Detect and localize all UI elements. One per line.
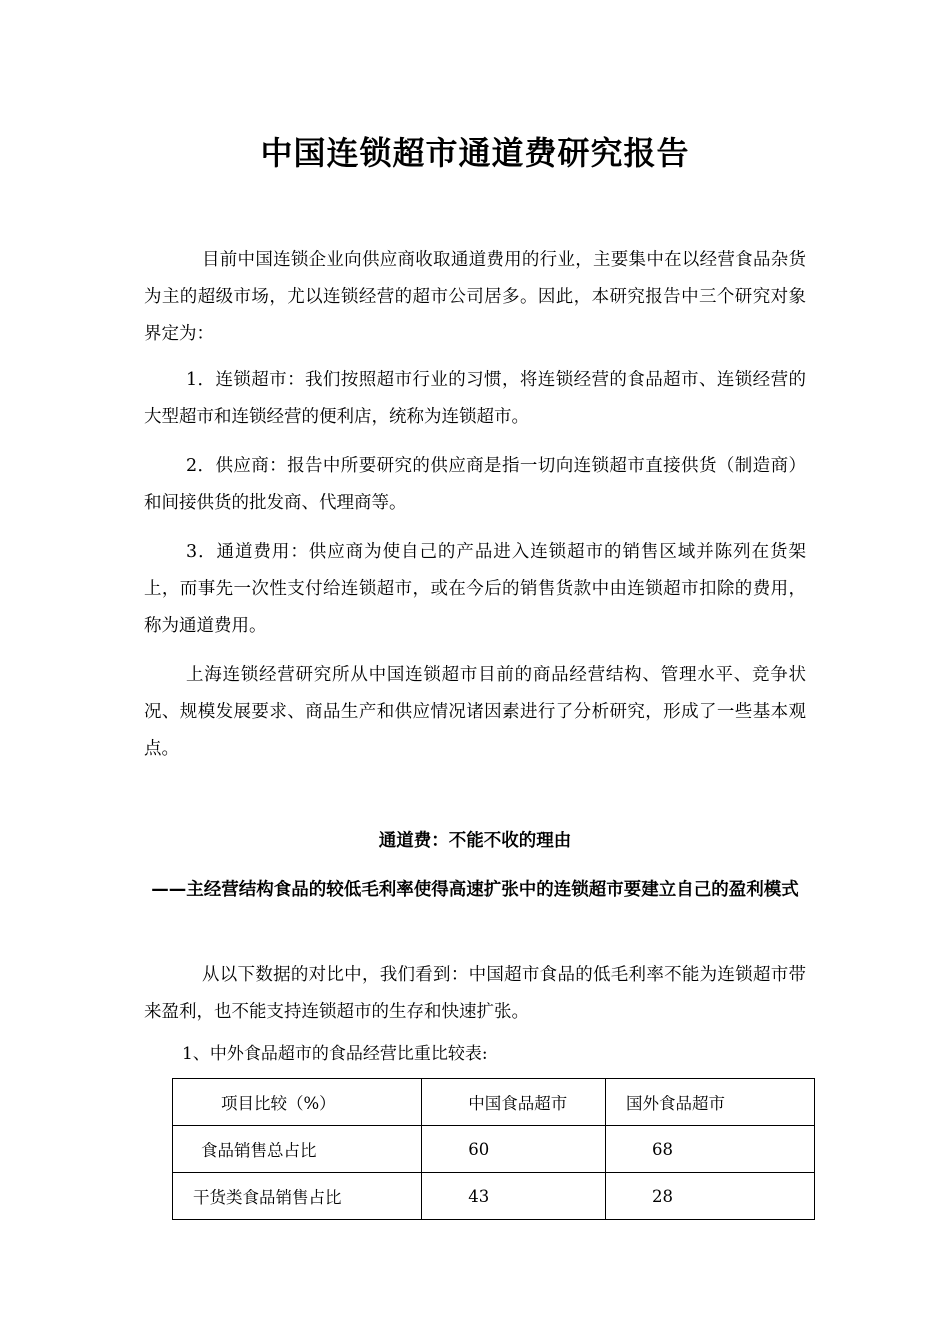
definition-chain-supermarket: 1．连锁超市：我们按照超市行业的习惯，将连锁经营的食品超市、连锁经营的大型超市和连锁经营的便利店，统称为连锁超市。 — [144, 370, 806, 427]
table-caption: 1、中外食品超市的食品经营比重比较表: — [182, 1044, 488, 1064]
table-cell: 43 — [422, 1173, 606, 1220]
document-title: 中国连锁超市通道费研究报告 — [260, 134, 690, 172]
table-row — [173, 1126, 815, 1173]
table-header-cell: 国外食品超市 — [606, 1079, 815, 1126]
definition-supplier: 2．供应商：报告中所要研究的供应商是指一切向连锁超市直接供货（制造商）和间接供货的批发商、代理商等。 — [144, 456, 806, 513]
table-cell: 干货类食品销售占比 — [173, 1173, 422, 1220]
table-cell: 28 — [606, 1173, 815, 1220]
table-header-cell: 中国食品超市 — [422, 1079, 606, 1126]
section-heading: 通道费：不能不收的理由 — [378, 831, 572, 851]
table-header-row — [173, 1079, 815, 1126]
table-header-cell: 项目比较（%） — [173, 1079, 422, 1126]
table-cell: 60 — [422, 1126, 606, 1173]
table-cell: 食品销售总占比 — [173, 1126, 422, 1173]
definition-channel-fee: 3．通道费用：供应商为使自己的产品进入连锁超市的销售区域并陈列在货架上，而事先一次性支付给连锁超市，或在今后的销售货款中由连锁超市扣除的费用，称为通道费用。 — [144, 542, 806, 636]
intro-paragraph: 目前中国连锁企业向供应商收取通道费用的行业，主要集中在以经营食品杂货为主的超级市场，尤以连锁经营的超市公司居多。因此，本研究报告中三个研究对象界定为： — [144, 250, 806, 344]
comparison-table — [172, 1078, 815, 1220]
table-cell: 68 — [606, 1126, 815, 1173]
table-row — [173, 1173, 815, 1220]
section-subheading: ——主经营结构食品的较低毛利率使得高速扩张中的连锁超市要建立自己的盈利模式 — [151, 880, 799, 900]
section-body: 从以下数据的对比中，我们看到：中国超市食品的低毛利率不能为连锁超市带来盈利，也不能支持连锁超市的生存和快速扩张。 — [144, 965, 806, 1022]
research-paragraph: 上海连锁经营研究所从中国连锁超市目前的商品经营结构、管理水平、竞争状况、规模发展要求、商品生产和供应情况诸因素进行了分析研究，形成了一些基本观点。 — [144, 665, 806, 759]
